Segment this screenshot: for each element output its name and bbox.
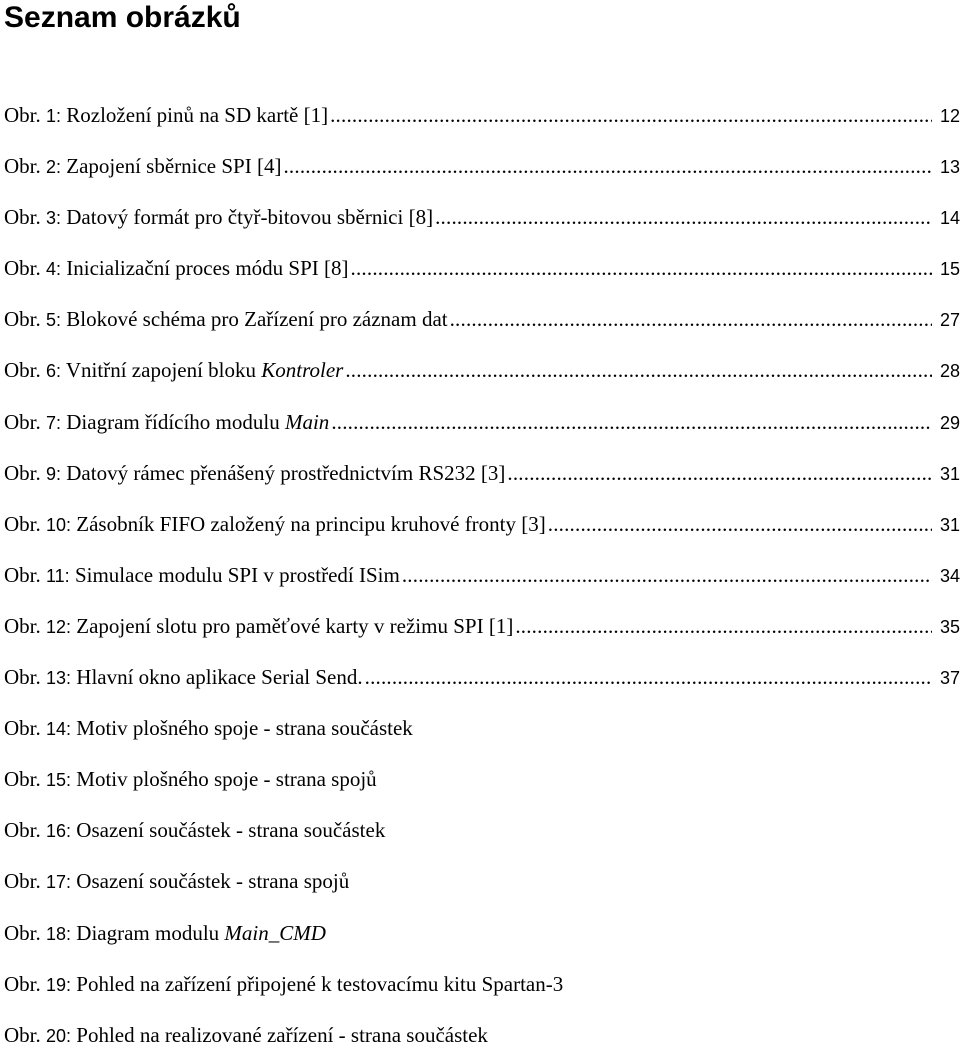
figure-prefix: Obr.: [4, 103, 46, 127]
page-number: [934, 652, 960, 704]
figure-entry-label: [4, 141, 281, 193]
figure-caption: Diagram modulu: [71, 920, 225, 945]
dot-leader: [450, 294, 932, 345]
figure-prefix: Obr.: [4, 460, 46, 485]
figure-caption: Blokové schéma pro Zařízení pro záznam dat: [61, 307, 448, 332]
figure-entry-label: [4, 652, 363, 704]
page-number: [934, 243, 960, 295]
figure-caption: Vnitřní zapojení bloku: [61, 358, 262, 383]
figure-prefix: Obr.: [4, 716, 46, 741]
figure-number: 16:: [46, 821, 72, 842]
page-number-value: 15: [939, 259, 960, 280]
figure-prefix: Obr.: [4, 358, 46, 383]
figure-number: 3:: [46, 208, 62, 229]
page-number: [934, 499, 960, 551]
figure-number: 14:: [46, 719, 72, 740]
figure-entry-label: [4, 397, 329, 449]
figure-entry-row: [4, 805, 960, 857]
page-number-value: 35: [939, 616, 960, 637]
figure-entry-row: [4, 856, 960, 908]
figure-number: 19:: [46, 974, 72, 995]
figure-prefix: Obr.: [4, 205, 46, 230]
page-number: [934, 294, 960, 346]
figure-number: 20:: [46, 1025, 72, 1046]
figure-list-item[interactable]: [4, 550, 960, 601]
figure-caption: Zapojení sběrnice SPI [4]: [61, 154, 282, 179]
page-number-value: 27: [939, 310, 960, 331]
page-number: [934, 448, 960, 500]
figure-list-item[interactable]: [4, 90, 960, 141]
dot-leader: [435, 192, 932, 243]
figure-entry-row: [4, 959, 960, 1011]
figure-list-item[interactable]: [4, 652, 960, 703]
figure-entry-label: [4, 908, 326, 960]
figure-number: 1:: [46, 106, 62, 126]
figure-number: 9:: [46, 463, 62, 484]
figure-number: 10:: [46, 514, 72, 535]
figure-number: 18:: [46, 923, 72, 944]
figure-prefix: Obr.: [4, 613, 46, 638]
figure-caption: Pohled na realizované zařízení - strana součástek: [71, 1022, 488, 1047]
figure-entry-label: [4, 345, 343, 397]
figure-caption-italic: Kontroler: [261, 358, 344, 383]
dot-leader: [402, 550, 932, 601]
page-number: [934, 141, 960, 193]
dot-leader: [345, 345, 932, 396]
dot-leader: [351, 243, 932, 294]
figure-list-item[interactable]: [4, 141, 960, 192]
figure-caption: Hlavní okno aplikace Serial Send.: [71, 665, 363, 690]
figure-list-item[interactable]: [4, 243, 960, 294]
figure-number: 5:: [46, 310, 62, 331]
figure-prefix: Obr.: [4, 256, 46, 281]
figure-list-item[interactable]: [4, 959, 960, 1010]
figure-number: 7:: [46, 412, 62, 433]
page-number-value: 14: [939, 208, 960, 229]
figure-prefix: Obr.: [4, 562, 46, 587]
figure-entry-row: [4, 601, 960, 653]
figure-entry-row: [4, 1010, 960, 1062]
figure-caption-italic: Main_CMD: [224, 920, 326, 945]
figure-caption: Datový rámec přenášený prostřednictvím RS232 [3]: [61, 460, 506, 485]
figure-number: 2:: [46, 157, 62, 178]
figure-entry-label: [4, 192, 433, 244]
figure-entry-row: [4, 141, 960, 193]
figure-list-item[interactable]: [4, 754, 960, 805]
figure-number: 13:: [46, 668, 72, 689]
figure-caption: Zapojení slotu pro paměťové karty v režimu SPI [1]: [71, 613, 514, 638]
figure-caption: Pohled na zařízení připojené k testovacímu kitu Spartan-3: [71, 971, 564, 996]
figure-prefix: Obr.: [4, 818, 46, 843]
figure-entry-label: [4, 856, 349, 908]
figure-list-item[interactable]: [4, 294, 960, 345]
figure-entry-row: [4, 345, 960, 397]
figure-caption: Motiv plošného spoje - strana součástek: [71, 716, 413, 741]
figure-list-item[interactable]: [4, 908, 960, 959]
figure-entry-row: [4, 908, 960, 960]
figure-prefix: Obr.: [4, 971, 46, 996]
figure-caption: Simulace modulu SPI v prostředí ISim: [69, 562, 400, 587]
page-number-value: 31: [939, 463, 960, 484]
figure-list-item[interactable]: [4, 856, 960, 907]
figure-number: 11:: [46, 565, 70, 586]
dot-leader: [515, 601, 932, 652]
figure-caption: Osazení součástek - strana součástek: [71, 818, 386, 843]
dot-leader: [283, 141, 932, 192]
figure-prefix: Obr.: [4, 307, 46, 332]
figure-prefix: Obr.: [4, 154, 46, 179]
figure-entry-row: [4, 397, 960, 449]
figure-list: [4, 90, 960, 1061]
figure-list-item[interactable]: [4, 448, 960, 499]
figure-entry-label: [4, 448, 505, 500]
dot-leader: [330, 90, 932, 141]
figure-entry-label: [4, 550, 400, 602]
figure-entry-label: [4, 90, 328, 142]
figure-entry-label: [4, 243, 349, 295]
figure-prefix: Obr.: [4, 511, 46, 536]
figure-number: 17:: [46, 872, 72, 893]
page-number: [934, 90, 960, 142]
figure-prefix: Obr.: [4, 869, 46, 894]
figure-entry-row: [4, 294, 960, 346]
figure-entry-row: [4, 90, 960, 142]
figure-entry-label: [4, 703, 413, 755]
figure-number: 4:: [46, 259, 62, 280]
figure-entry-label: [4, 959, 563, 1011]
figure-number: 6:: [46, 361, 62, 382]
page-number-value: 31: [939, 514, 960, 535]
page-number: [934, 397, 960, 449]
figure-entry-row: [4, 192, 960, 244]
figure-entry-row: [4, 448, 960, 500]
figure-prefix: Obr.: [4, 1022, 46, 1047]
figure-entry-label: [4, 601, 513, 653]
page-number-value: 34: [939, 565, 960, 586]
figure-prefix: Obr.: [4, 409, 46, 434]
figure-list-item[interactable]: [4, 499, 960, 550]
figure-list-item[interactable]: [4, 703, 960, 754]
figure-entry-row: [4, 754, 960, 806]
figure-caption: Motiv plošného spoje - strana spojů: [71, 767, 377, 792]
figure-list-item[interactable]: [4, 397, 960, 448]
figure-entry-label: [4, 499, 546, 551]
figure-list-item[interactable]: [4, 805, 960, 856]
page-number-value: 37: [939, 668, 960, 689]
page-number: [934, 550, 960, 602]
figure-prefix: Obr.: [4, 665, 46, 690]
figure-caption-italic: Main: [284, 409, 330, 434]
figure-caption: Datový formát pro čtyř-bitovou sběrnici [8]: [61, 205, 434, 230]
figure-caption: Inicializační proces módu SPI [8]: [61, 256, 349, 281]
figure-prefix: Obr.: [4, 920, 46, 945]
figure-prefix: Obr.: [4, 767, 46, 792]
figure-list-item[interactable]: [4, 601, 960, 652]
page-number-value: 13: [939, 157, 960, 178]
dot-leader: [507, 448, 932, 499]
figure-entry-row: [4, 243, 960, 295]
figure-caption: Rozložení pinů na SD kartě [1]: [61, 103, 329, 127]
figure-caption: Zásobník FIFO založený na principu kruhové fronty [3]: [71, 511, 546, 536]
figure-entry-label: [4, 294, 448, 346]
page-number-value: 12: [939, 106, 960, 126]
figure-entry-row: [4, 703, 960, 755]
dot-leader: [548, 499, 932, 550]
page-number-value: 28: [939, 361, 960, 382]
figure-entry-label: [4, 1010, 488, 1062]
page-title: Seznam obrázků: [4, 1, 241, 34]
page-number: [934, 601, 960, 653]
figure-list-item[interactable]: [4, 192, 960, 243]
figure-number: 12:: [46, 616, 72, 637]
figure-caption: Diagram řídícího modulu: [61, 409, 285, 434]
dot-leader: [331, 397, 932, 448]
figure-entry-label: [4, 805, 385, 857]
figure-entry-row: [4, 652, 960, 704]
page-number: [934, 345, 960, 397]
figure-number: 15:: [46, 770, 72, 791]
dot-leader: [365, 652, 932, 703]
figure-list-item[interactable]: [4, 345, 960, 396]
page-number-value: 29: [939, 412, 960, 433]
figure-entry-row: [4, 550, 960, 602]
figure-entry-label: [4, 754, 377, 806]
page-number: [934, 192, 960, 244]
figure-entry-row: [4, 499, 960, 551]
figure-caption: Osazení součástek - strana spojů: [71, 869, 350, 894]
figure-list-item[interactable]: [4, 1010, 960, 1061]
